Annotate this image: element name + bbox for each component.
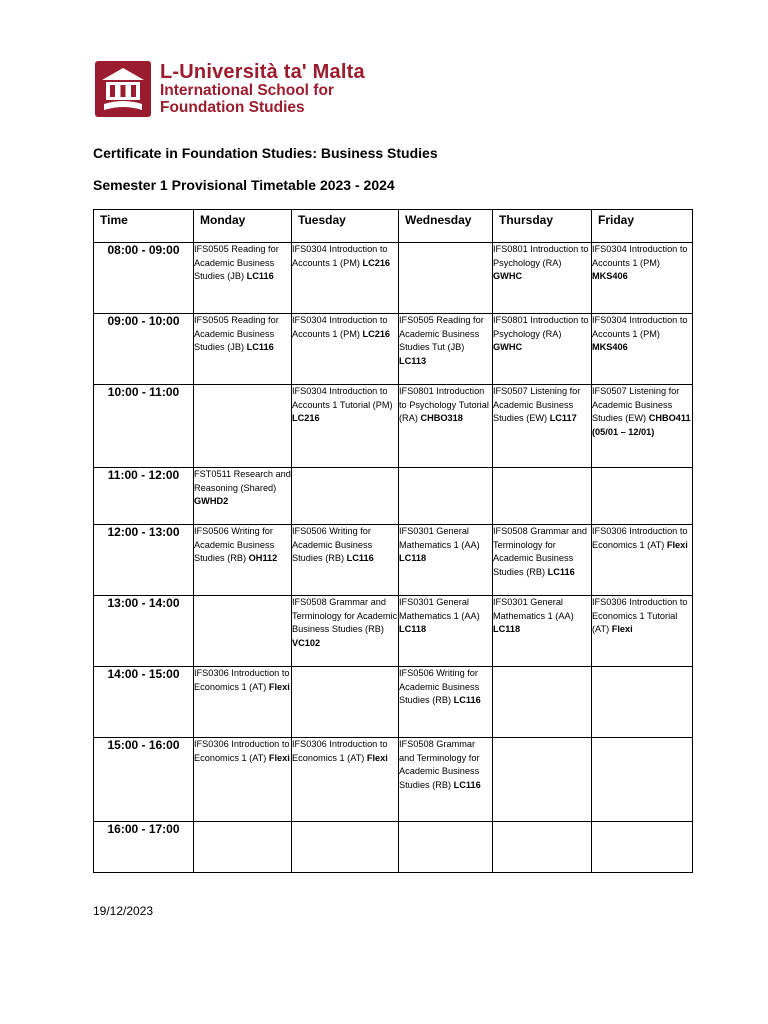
room-code: GWHD2: [194, 496, 229, 507]
table-row: [94, 596, 693, 667]
timetable-cell: [592, 243, 693, 314]
course-text: IFS0505 Reading for Academic Business Studies Tut (JB): [399, 315, 484, 353]
course-text: IFS0306 Introduction to Economics 1 (AT): [592, 526, 688, 550]
logo-line-3: Foundation Studies: [160, 98, 305, 116]
timetable-cell: [194, 738, 292, 822]
course-text: IFS0306 Introduction to Economics 1 (AT): [194, 668, 290, 692]
course-text: IFS0301 General Mathematics 1 (AA): [399, 526, 480, 550]
room-code: Flexi: [366, 752, 388, 763]
course-text: IFS0301 General Mathematics 1 (AA): [493, 597, 574, 621]
document-title: Certificate in Foundation Studies: Business Studies: [93, 145, 438, 161]
course-text: FST0511 Research and Reasoning (Shared): [194, 469, 291, 493]
timetable-cell: [194, 385, 292, 468]
room-code: VC102: [292, 638, 321, 649]
room-code: Flexi: [268, 681, 290, 692]
timetable-cell: [399, 596, 493, 667]
room-code: LC117: [549, 413, 577, 424]
timetable-cell: [292, 468, 399, 525]
room-code: GWHC: [493, 342, 523, 353]
timetable-cell: [292, 738, 399, 822]
room-code: MKS406: [592, 342, 628, 353]
column-header-wednesday: [399, 210, 493, 243]
room-code: LC116: [246, 342, 274, 353]
room-code: LC116: [246, 271, 274, 282]
room-code: LC116: [453, 780, 481, 791]
table-row: [94, 525, 693, 596]
time-slot: 12:00 - 13:00: [94, 525, 194, 596]
column-header-monday: [194, 210, 292, 243]
time-slot: 08:00 - 09:00: [94, 243, 194, 314]
timetable-cell: [493, 385, 592, 468]
time-slot: 14:00 - 15:00: [94, 667, 194, 738]
column-header-label: Friday: [598, 213, 635, 227]
course-text: IFS0508 Grammar and Terminology for Academic Business Studies (RB): [493, 526, 587, 578]
course-text: IFS0506 Writing for Academic Business Studies (RB): [292, 526, 373, 564]
timetable-cell: [399, 525, 493, 596]
course-text: IFS0506 Writing for Academic Business Studies (RB): [399, 668, 480, 706]
course-text: IFS0304 Introduction to Accounts 1 (PM): [292, 315, 388, 339]
timetable-cell: [592, 525, 693, 596]
room-code: LC216: [292, 413, 320, 424]
timetable-cell: [292, 667, 399, 738]
course-text: IFS0507 Listening for Academic Business Studies (EW): [592, 386, 680, 424]
timetable-cell: [194, 525, 292, 596]
table-row: [94, 667, 693, 738]
room-code: Flexi: [666, 539, 688, 550]
room-code: LC116: [346, 553, 374, 564]
course-text: IFS0508 Grammar and Terminology for Academic Business Studies (RB): [292, 597, 398, 635]
timetable-cell: [292, 596, 399, 667]
course-text: IFS0304 Introduction to Accounts 1 Tutorial (PM): [292, 386, 393, 410]
room-code: LC216: [362, 257, 391, 268]
timetable-cell: [194, 314, 292, 385]
timetable-cell: [592, 738, 693, 822]
time-slot: 15:00 - 16:00: [94, 738, 194, 822]
time-slot: 13:00 - 14:00: [94, 596, 194, 667]
room-code: LC118: [493, 624, 521, 635]
course-text: IFS0306 Introduction to Economics 1 (AT): [194, 739, 290, 763]
timetable-cell: [292, 822, 399, 873]
course-text: IFS0505 Reading for Academic Business Studies (JB): [194, 315, 279, 353]
timetable-cell: [194, 822, 292, 873]
timetable-cell: [399, 738, 493, 822]
course-text: IFS0508 Grammar and Terminology for Academic Business Studies (RB): [399, 739, 480, 791]
room-code: OH112: [248, 553, 278, 564]
column-header-label: Thursday: [499, 213, 554, 227]
room-code: Flexi: [611, 624, 633, 635]
course-text: IFS0507 Listening for Academic Business Studies (EW): [493, 386, 581, 424]
timetable-cell: [399, 468, 493, 525]
timetable-subtitle: Semester 1 Provisional Timetable 2023 - 2024: [93, 177, 395, 193]
timetable-cell: [292, 314, 399, 385]
course-text: IFS0506 Writing for Academic Business Studies (RB): [194, 526, 275, 564]
timetable-cell: [493, 468, 592, 525]
course-text: IFS0306 Introduction to Economics 1 Tutorial (AT): [592, 597, 688, 635]
room-code: MKS406: [592, 271, 628, 282]
university-crest-icon: [94, 60, 152, 118]
timetable-header-row: [94, 210, 693, 243]
table-row: [94, 738, 693, 822]
time-slot: 11:00 - 12:00: [94, 468, 194, 525]
timetable-cell: [592, 468, 693, 525]
timetable-cell: [493, 314, 592, 385]
timetable-cell: [194, 468, 292, 525]
logo-line-1: L-Università ta' Malta: [160, 61, 365, 84]
timetable-cell: [493, 667, 592, 738]
timetable-cell: [399, 243, 493, 314]
timetable-cell: [292, 525, 399, 596]
timetable-cell: [194, 596, 292, 667]
table-row: [94, 385, 693, 468]
room-code: Flexi: [268, 752, 290, 763]
table-row: [94, 314, 693, 385]
column-header-label: Monday: [200, 213, 246, 227]
room-code: CHBO411 (05/01 – 12/01): [592, 413, 691, 438]
room-code: LC116: [453, 695, 481, 706]
timetable-cell: [194, 243, 292, 314]
university-logo: [94, 58, 365, 120]
table-row: [94, 468, 693, 525]
column-header-tuesday: [292, 210, 399, 243]
timetable-cell: [592, 667, 693, 738]
column-header-friday: [592, 210, 693, 243]
timetable: [93, 209, 693, 873]
time-slot: 10:00 - 11:00: [94, 385, 194, 468]
room-code: LC118: [399, 624, 427, 635]
timetable-cell: [399, 822, 493, 873]
table-row: [94, 243, 693, 314]
logo-line-2: International School for: [160, 82, 334, 100]
timetable-cell: [592, 596, 693, 667]
timetable-cell: [493, 738, 592, 822]
course-text: IFS0801 Introduction to Psychology Tutorial (RA): [399, 386, 489, 424]
course-text: IFS0801 Introduction to Psychology (RA): [493, 315, 589, 339]
room-code: GWHC: [493, 271, 523, 282]
room-code: LC113: [399, 356, 427, 367]
document-date: 19/12/2023: [93, 904, 154, 918]
timetable-cell: [493, 822, 592, 873]
table-row: [94, 822, 693, 873]
course-text: IFS0306 Introduction to Economics 1 (AT): [292, 739, 388, 763]
timetable-cell: [592, 822, 693, 873]
room-code: LC116: [547, 567, 575, 578]
course-text: IFS0301 General Mathematics 1 (AA): [399, 597, 480, 621]
time-slot: 16:00 - 17:00: [94, 822, 194, 873]
timetable-cell: [292, 243, 399, 314]
timetable-cell: [194, 667, 292, 738]
course-text: IFS0304 Introduction to Accounts 1 (PM): [592, 315, 688, 339]
course-text: IFS0801 Introduction to Psychology (RA): [493, 244, 589, 268]
timetable-cell: [292, 385, 399, 468]
timetable-cell: [399, 667, 493, 738]
column-header-label: Tuesday: [298, 213, 346, 227]
column-header-time: [94, 210, 194, 243]
timetable-cell: [592, 314, 693, 385]
timetable-cell: [493, 243, 592, 314]
room-code: LC118: [399, 553, 427, 564]
timetable-cell: [592, 385, 693, 468]
column-header-thursday: [493, 210, 592, 243]
course-text: IFS0304 Introduction to Accounts 1 (PM): [592, 244, 688, 268]
time-slot: 09:00 - 10:00: [94, 314, 194, 385]
course-text: IFS0505 Reading for Academic Business Studies (JB): [194, 244, 279, 282]
column-header-label: Wednesday: [405, 213, 472, 227]
room-code: CHBO318: [420, 413, 463, 424]
timetable-cell: [493, 596, 592, 667]
timetable-cell: [399, 385, 493, 468]
column-header-label: Time: [100, 213, 128, 227]
course-text: IFS0304 Introduction to Accounts 1 (PM): [292, 244, 388, 268]
timetable-cell: [493, 525, 592, 596]
timetable-cell: [399, 314, 493, 385]
room-code: LC216: [362, 328, 391, 339]
